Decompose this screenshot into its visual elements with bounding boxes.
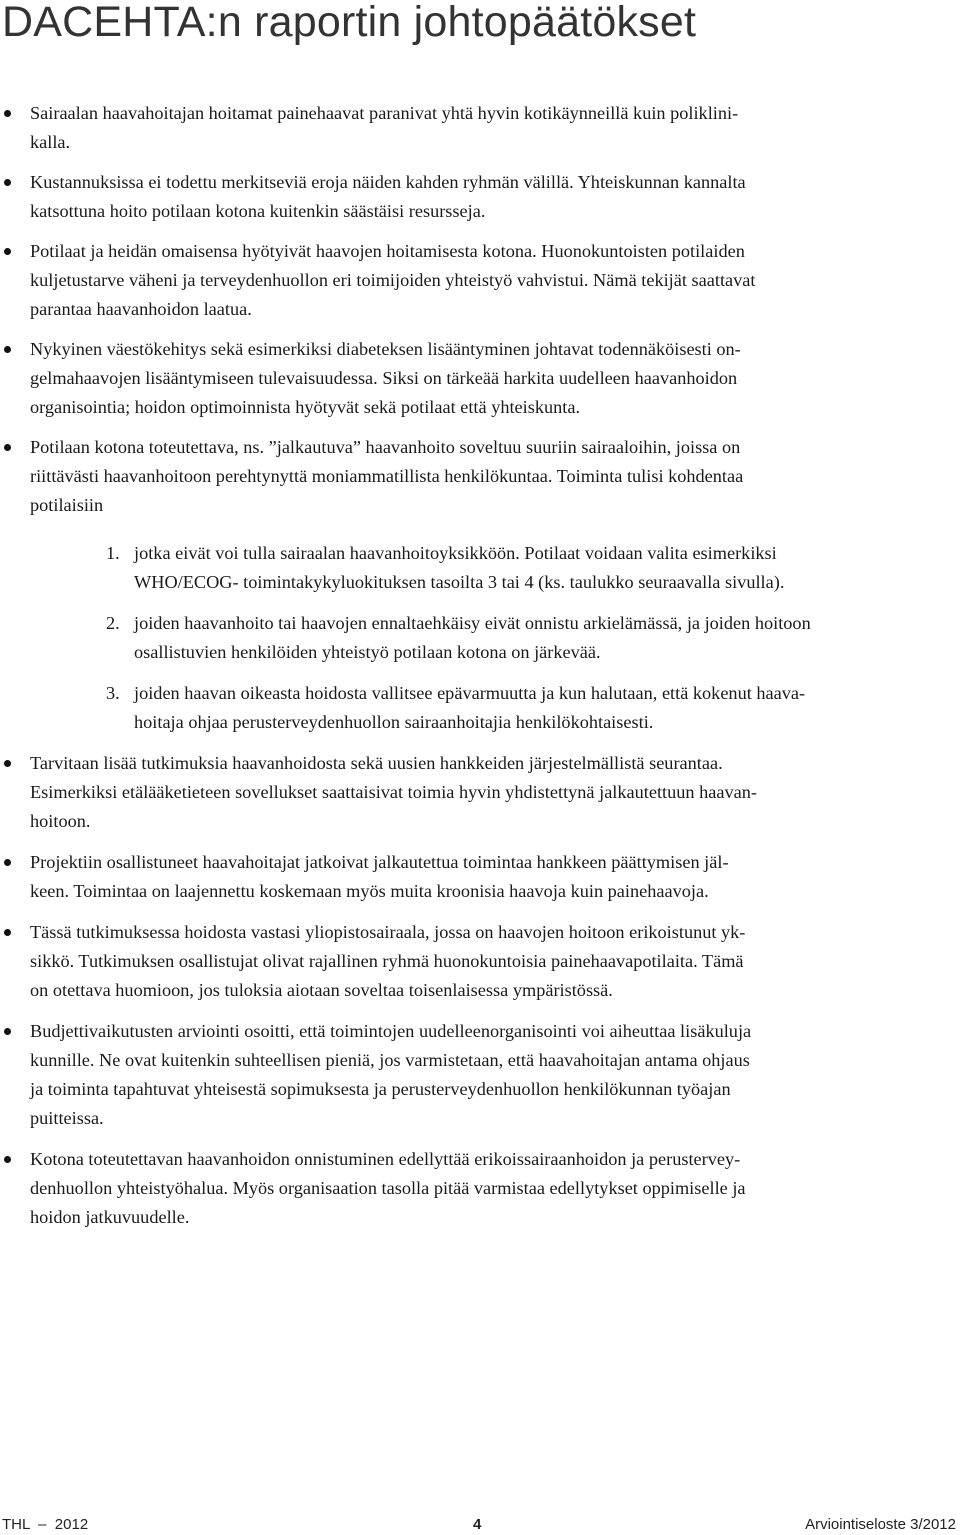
bullet-line: organisointia; hoidon optimoinnista hyötyvät sekä potilaat että yhteiskunta. xyxy=(30,397,581,417)
bullet-line: kalla. xyxy=(30,132,71,152)
bullet-icon xyxy=(4,179,11,186)
footer-series: Arviointiseloste 3/2012 xyxy=(805,1516,956,1533)
bullet-line: Sairaalan haavahoitajan hoitamat painehaavat paranivat yhtä hyvin kotikäynneillä kuin poliklini- xyxy=(30,103,739,123)
bullet-item xyxy=(0,99,960,157)
list-number: 1. xyxy=(106,543,120,563)
bullet-item xyxy=(0,1017,960,1133)
bullet-line: Kustannuksissa ei todettu merkitseviä eroja näiden kahden ryhmän välillä. Yhteiskunnan kannalta xyxy=(30,172,746,192)
page-footer xyxy=(0,1512,960,1534)
bullet-icon xyxy=(4,760,11,767)
bullet-line: sikkö. Tutkimuksen osallistujat olivat rajallinen ryhmä huonokuntoisia painehaavapotilaita. Tämä xyxy=(30,951,744,971)
bullet-item xyxy=(0,848,960,906)
numbered-line: WHO/ECOG- toimintakykyluokituksen tasoilta 3 tai 4 (ks. taulukko seuraavalla sivulla). xyxy=(134,572,785,592)
bullet-line: ja toiminta tapahtuvat yhteisestä sopimuksesta ja perusterveydenhuollon henkilökunnan työajan xyxy=(30,1079,731,1099)
bullet-line: Kotona toteutettavan haavanhoidon onnistuminen edellyttää erikoissairaanhoidon ja perustervey- xyxy=(30,1149,741,1169)
numbered-line: joiden haavanhoito tai haavojen ennaltaehkäisy eivät onnistu arkielämässä, ja joiden hoitoon xyxy=(134,613,811,633)
numbered-item xyxy=(0,679,960,737)
bullet-line: Potilaan kotona toteutettava, ns. ”jalkautuva” haavanhoito soveltuu suuriin sairaaloihin, joissa on xyxy=(30,437,741,457)
bullet-item xyxy=(0,168,960,226)
numbered-line: osallistuvien henkilöiden yhteistyö potilaan kotona on järkevää. xyxy=(134,642,601,662)
list-number: 3. xyxy=(106,683,120,703)
bullet-line: kunnille. Ne ovat kuitenkin suhteellisen pieniä, jos varmistetaan, että haavahoitajan antama ohjaus xyxy=(30,1050,750,1070)
bullet-line: riittävästi haavanhoitoon perehtynyttä moniammatillista henkilökuntaa. Toiminta tulisi kohdentaa xyxy=(30,466,744,486)
bullet-line: Nykyinen väestökehitys sekä esimerkiksi diabeteksen lisääntyminen johtavat todennäköisesti on- xyxy=(30,339,741,359)
bullet-line: Tarvitaan lisää tutkimuksia haavanhoidosta sekä uusien hankkeiden järjestelmällistä seurantaa. xyxy=(30,753,723,773)
bullet-line: denhuollon yhteistyöhalua. Myös organisaation tasolla pitää varmistaa edellytykset oppimiselle ja xyxy=(30,1178,746,1198)
numbered-line: hoitaja ohjaa perusterveydenhuollon sairaanhoitajia henkilökohtaisesti. xyxy=(134,712,654,732)
bullet-icon xyxy=(4,248,11,255)
numbered-line: jotka eivät voi tulla sairaalan haavanhoitoyksikköön. Potilaat voidaan valita esimerkiksi xyxy=(134,543,777,563)
bullet-icon xyxy=(4,1028,11,1035)
bullet-line: Projektiin osallistuneet haavahoitajat jatkoivat jalkautettua toimintaa hankkeen päättymisen jäl- xyxy=(30,852,729,872)
bullet-line: potilaisiin xyxy=(30,495,104,515)
bullet-icon xyxy=(4,346,11,353)
bullet-icon xyxy=(4,1156,11,1163)
bullet-item xyxy=(0,237,960,324)
bullet-line: parantaa haavanhoidon laatua. xyxy=(30,299,252,319)
numbered-line: joiden haavan oikeasta hoidosta vallitsee epävarmuutta ja kun halutaan, että kokenut haava- xyxy=(134,683,806,703)
bullet-line: hoidon jatkuvuudelle. xyxy=(30,1207,190,1227)
page-title: DACEHTA:n raportin johtopäätökset xyxy=(2,0,697,46)
bullet-icon xyxy=(4,929,11,936)
bullet-line: puitteissa. xyxy=(30,1108,104,1128)
conclusions-list xyxy=(0,99,960,1232)
bullet-line: katsottuna hoito potilaan kotona kuitenkin säästäisi resursseja. xyxy=(30,201,486,221)
bullet-item xyxy=(0,433,960,520)
bullet-item xyxy=(0,1145,960,1232)
bullet-line: on otettava huomioon, jos tuloksia aiotaan soveltaa toisenlaisessa ympäristössä. xyxy=(30,980,613,1000)
numbered-item xyxy=(0,539,960,597)
bullet-icon xyxy=(4,110,11,117)
numbered-list xyxy=(0,539,960,737)
bullet-line: hoitoon. xyxy=(30,811,91,831)
bullet-item xyxy=(0,749,960,836)
bullet-line: keen. Toimintaa on laajennettu koskemaan myös muita kroonisia haavoja kuin painehaavoja. xyxy=(30,881,709,901)
bullet-item xyxy=(0,335,960,422)
bullet-line: gelmahaavojen lisääntymiseen tulevaisuudessa. Siksi on tärkeää harkita uudelleen haavanhoidon xyxy=(30,368,738,388)
bullet-line: Budjettivaikutusten arviointi osoitti, että toimintojen uudelleenorganisointi voi aiheuttaa lisäkuluja xyxy=(30,1021,752,1041)
bullet-line: kuljetustarve väheni ja terveydenhuollon eri toimijoiden yhteistyö vahvistui. Nämä tekijät saattavat xyxy=(30,270,756,290)
bullet-line: Esimerkiksi etälääketieteen sovellukset saattaisivat toimia hyvin yhdistettynä jalkautettuun haavan- xyxy=(30,782,757,802)
bullet-line: Potilaat ja heidän omaisensa hyötyivät haavojen hoitamisesta kotona. Huonokuntoisten potilaiden xyxy=(30,241,745,261)
page-number: 4 xyxy=(473,1516,482,1533)
footer-publisher-year: THL – 2012 xyxy=(2,1516,89,1533)
numbered-item xyxy=(0,609,960,667)
bullet-icon xyxy=(4,859,11,866)
bullet-line: Tässä tutkimuksessa hoidosta vastasi yliopistosairaala, jossa on haavojen hoitoon erikoistunut yk- xyxy=(30,922,746,942)
list-number: 2. xyxy=(106,613,120,633)
bullet-icon xyxy=(4,444,11,451)
bullet-item xyxy=(0,918,960,1005)
